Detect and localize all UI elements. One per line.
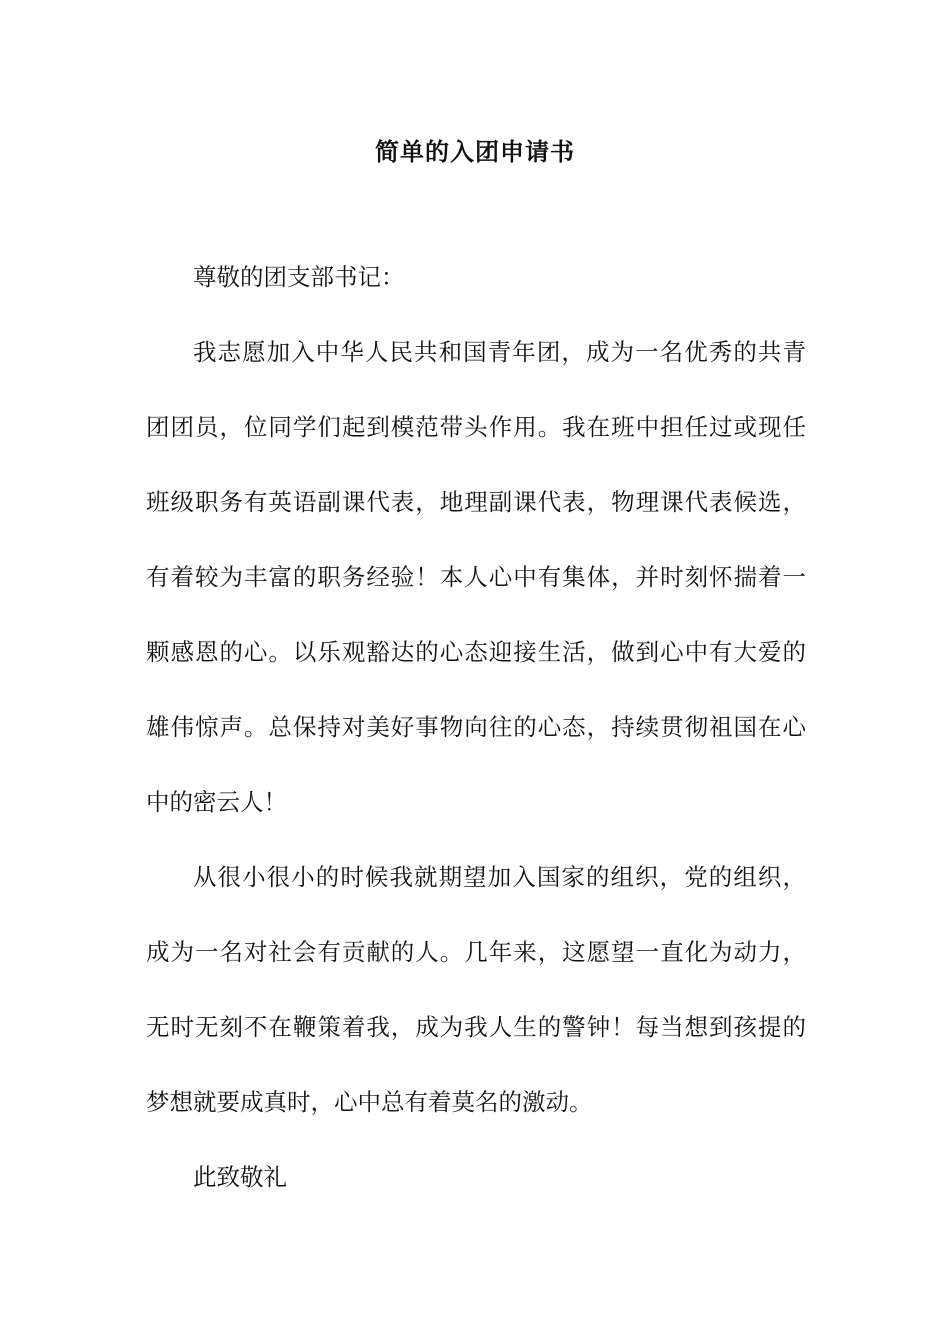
- paragraph-line: 雄伟惊声。总保持对美好事物向往的心态，持续贯彻祖国在心: [146, 713, 806, 741]
- salutation: 尊敬的团支部书记：: [193, 263, 405, 291]
- paragraph-line: 我志愿加入中华人民共和国青年团，成为一名优秀的共青: [193, 338, 806, 366]
- paragraph-line: 无时无刻不在鞭策着我，成为我人生的警钟！每当想到孩提的: [146, 1013, 806, 1041]
- paragraph-line: 从很小很小的时候我就期望加入国家的组织，党的组织，: [193, 863, 806, 891]
- paragraph-line: 颗感恩的心。以乐观豁达的心态迎接生活，做到心中有大爱的: [146, 638, 806, 666]
- paragraph-line: 梦想就要成真时，心中总有着莫名的激动。: [146, 1088, 593, 1116]
- paragraph-line: 成为一名对社会有贡献的人。几年来，这愿望一直化为动力，: [146, 938, 806, 966]
- paragraph-line: 班级职务有英语副课代表，地理副课代表，物理课代表候选，: [146, 488, 806, 516]
- paragraph-line: 团团员，位同学们起到模范带头作用。我在班中担任过或现任: [146, 413, 806, 441]
- closing: 此致敬礼: [193, 1163, 287, 1191]
- paragraph-line: 中的密云人！: [146, 788, 287, 816]
- paragraph-line: 有着较为丰富的职务经验！本人心中有集体，并时刻怀揣着一: [146, 563, 806, 591]
- document-title: 简单的入团申请书: [375, 138, 575, 166]
